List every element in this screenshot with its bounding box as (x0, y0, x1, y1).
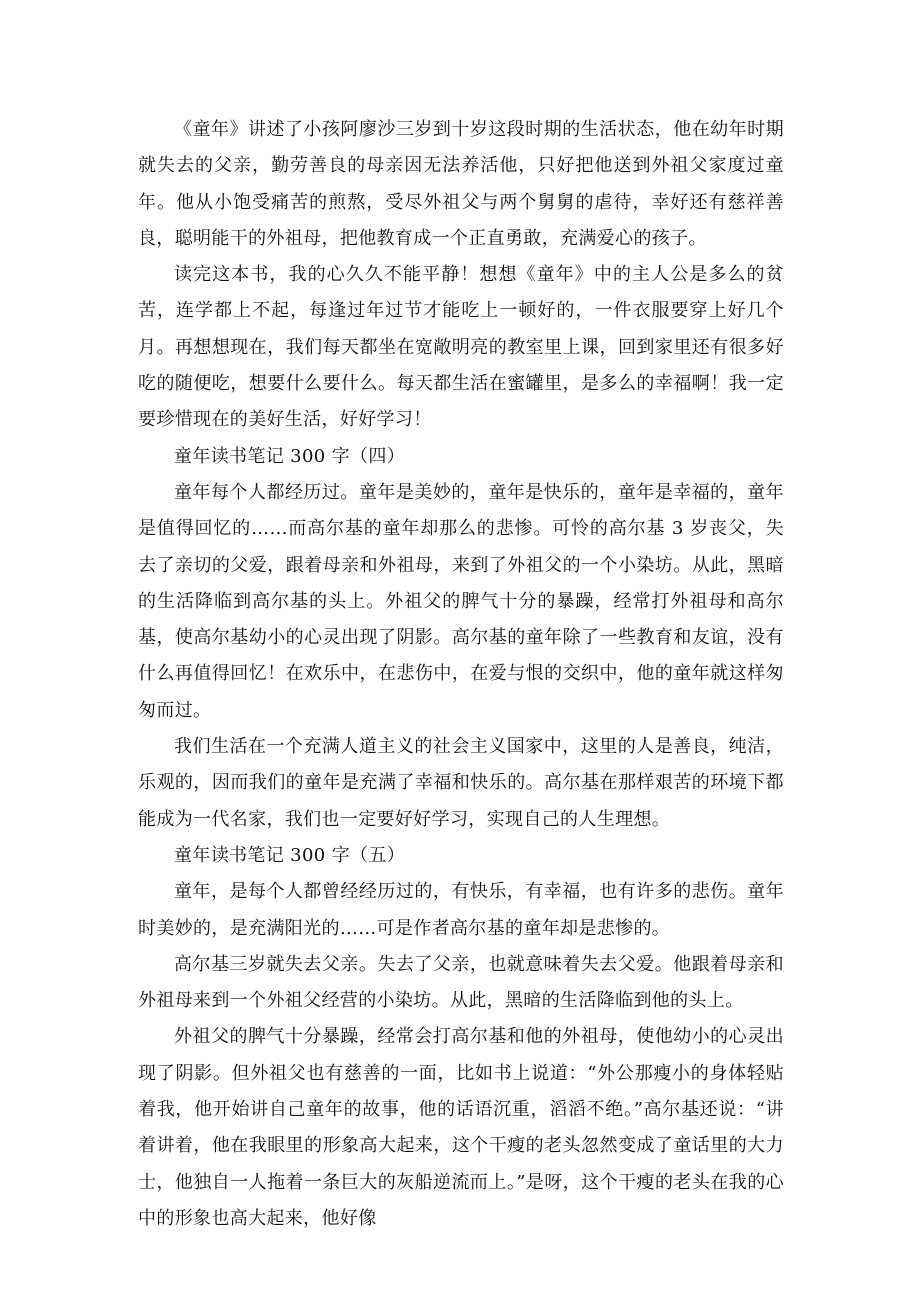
paragraph-reflection: 读完这本书，我的心久久不能平静！想想《童年》中的主人公是多么的贫苦，连学都上不起，每逢过年过节才能吃上一顿好的，一件衣服要穿上好几个月。再想想现在，我们每天都坐在宽敞明亮的教室里上课，回到家里还有很多好吃的随便吃，想要什么要什么。每天都生活在蜜罐里，是多么的幸福啊！我一定要珍惜现在的美好生活，好好学习！ (138, 264, 784, 431)
paragraph-childhood-definition: 童年，是每个人都曾经经历过的，有快乐，有幸福，也有许多的悲伤。童年时美妙的，是充满阳光的……可是作者高尔基的童年却是悲惨的。 (138, 881, 784, 939)
section-heading-five: 童年读书笔记 300 字（五） (174, 844, 406, 866)
paragraph-grandfather: 外祖父的脾气十分暴躁，经常会打高尔基和他的外祖母，使他幼小的心灵出现了阴影。但外祖父也有慈善的一面，比如书上说道：“外公那瘦小的身体轻贴着我，他开始讲自己童年的故事，他的话语沉重，滔滔不绝。”高尔基还说：“讲着讲着，他在我眼里的形象高大起来，这个干瘦的老头忽然变成了童话里的大力士，他独自一人拖着一条巨大的灰船逆流而上。”是呀，这个干瘦的老头在我的心中的形象也高大起来，他好像 (138, 1026, 784, 1229)
paragraph-intro-summary: 《童年》讲述了小孩阿廖沙三岁到十岁这段时期的生活状态，他在幼年时期就失去的父亲，勤劳善良的母亲因无法养活他，只好把他送到外祖父家度过童年。他从小饱受痛苦的煎熬，受尽外祖父与两个舅舅的虐待，幸好还有慈祥善良，聪明能干的外祖母，把他教育成一个正直勇敢，充满爱心的孩子。 (138, 119, 784, 249)
section-heading-four: 童年读书笔记 300 字（四） (174, 445, 406, 467)
paragraph-lost-father: 高尔基三岁就失去父亲。失去了父亲，也就意味着失去父爱。他跟着母亲和外祖母来到一个外祖父经营的小染坊。从此，黑暗的生活降临到他的头上。 (138, 953, 784, 1012)
paragraph-childhood-gorky: 童年每个人都经历过。童年是美妙的，童年是快乐的，童年是幸福的，童年是值得回忆的……而高尔基的童年却那么的悲惨。可怜的高尔基 3 岁丧父，失去了亲切的父爱，跟着母亲和外祖母，来到了外祖父的一个小染坊。从此，黑暗的生活降临到高尔基的头上。外祖父的脾气十分的暴躁，经常打外祖母和高尔基，使高尔基幼小的心灵出现了阴影。高尔基的童年除了一些教育和友谊，没有什么再值得回忆！在欢乐中，在悲伤中，在爱与恨的交织中，他的童年就这样匆匆而过。 (138, 481, 784, 721)
document-body (138, 112, 784, 1237)
paragraph-our-childhood: 我们生活在一个充满人道主义的社会主义国家中，这里的人是善良，纯洁，乐观的，因而我们的童年是充满了幸福和快乐的。高尔基在那样艰苦的环境下都能成为一代名家，我们也一定要好好学习，实现自己的人生理想。 (138, 736, 784, 830)
